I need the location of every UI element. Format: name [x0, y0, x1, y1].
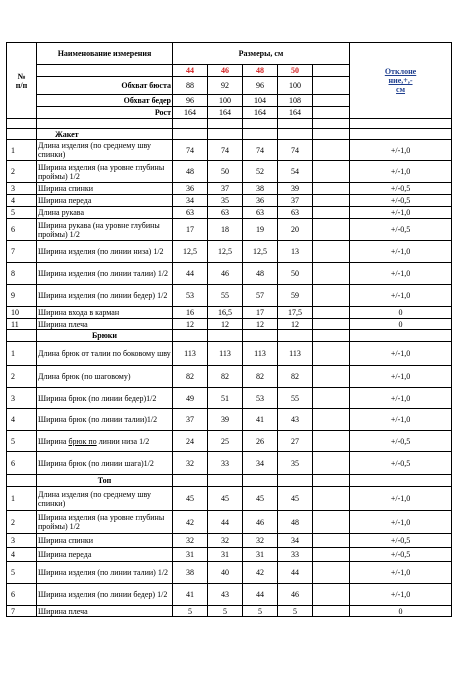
- size-value: 63: [243, 207, 278, 219]
- size-value: 50: [278, 263, 313, 285]
- row-number: 1: [7, 140, 37, 161]
- blank-cell: [313, 452, 350, 475]
- size-value: 55: [278, 388, 313, 409]
- sizes-header: Размеры, см: [173, 43, 350, 65]
- measurement-name: Ширина брюк (по линии талии)1/2: [37, 409, 173, 431]
- row-number: 9: [7, 285, 37, 307]
- size-value: 5: [278, 606, 313, 617]
- size-value: 24: [173, 431, 208, 452]
- size-value: 44: [208, 511, 243, 534]
- blank-cell: [313, 409, 350, 431]
- size-value: 31: [243, 548, 278, 562]
- table-row: [7, 409, 452, 431]
- blank-cell: [313, 562, 350, 584]
- blank-cell: [37, 65, 173, 77]
- deviation-value: +/-1,0: [350, 562, 452, 584]
- size-value: 32: [173, 534, 208, 548]
- size-value: 44: [173, 263, 208, 285]
- blank-cell: [208, 119, 243, 129]
- blank-cell: [313, 487, 350, 511]
- size-value: 38: [173, 562, 208, 584]
- size-value: 82: [208, 366, 243, 388]
- size-label: 50: [278, 65, 313, 77]
- blank-cell: [243, 475, 278, 487]
- measurement-name: Ширина изделия (по линии бедер) 1/2: [37, 285, 173, 307]
- underlined-text: брюк по: [68, 436, 97, 446]
- size-value: 49: [173, 388, 208, 409]
- size-value: 32: [208, 534, 243, 548]
- size-value: 35: [278, 452, 313, 475]
- measurement-name: Ширина входа в карман: [37, 307, 173, 319]
- size-value: 41: [243, 409, 278, 431]
- measure-value: 100: [278, 77, 313, 95]
- blank-cell: [313, 183, 350, 195]
- row-number: 1: [7, 342, 37, 366]
- blank-cell: [313, 330, 350, 342]
- size-label: 44: [173, 65, 208, 77]
- blank-cell: [208, 330, 243, 342]
- size-value: 74: [243, 140, 278, 161]
- size-value: 39: [278, 183, 313, 195]
- blank-cell: [313, 241, 350, 263]
- measurement-name: Ширина переда: [37, 548, 173, 562]
- size-value: 41: [173, 584, 208, 606]
- size-value: 16,5: [208, 307, 243, 319]
- size-value: 12,5: [243, 241, 278, 263]
- blank-cell: [243, 330, 278, 342]
- deviation-value: +/-1,0: [350, 342, 452, 366]
- row-number: 2: [7, 161, 37, 183]
- measurement-name: Ширина рукава (на уровне глубины проймы) 1/2: [37, 219, 173, 241]
- measurement-name: Ширина изделия (по линии бедер) 1/2: [37, 584, 173, 606]
- size-value: 12: [208, 319, 243, 330]
- row-number: 6: [7, 452, 37, 475]
- table-row: [7, 263, 452, 285]
- deviation-value: +/-0,5: [350, 195, 452, 207]
- table-row: [7, 161, 452, 183]
- measure-value: 96: [173, 95, 208, 107]
- deviation-value: +/-1,0: [350, 388, 452, 409]
- measure-label: Обхват бедер: [37, 95, 173, 107]
- blank-cell: [7, 475, 37, 487]
- size-value: 37: [208, 183, 243, 195]
- measurement-name: Длина изделия (по среднему шву спинки): [37, 487, 173, 511]
- size-value: 59: [278, 285, 313, 307]
- size-value: 12: [243, 319, 278, 330]
- size-value: 44: [278, 562, 313, 584]
- deviation-value: +/-1,0: [350, 511, 452, 534]
- blank-cell: [313, 388, 350, 409]
- measurement-name: Длина брюк от талии по боковому шву: [37, 342, 173, 366]
- table-body: [7, 43, 452, 617]
- table-row: [7, 452, 452, 475]
- size-value: 50: [208, 161, 243, 183]
- size-value: 20: [278, 219, 313, 241]
- table-row: [7, 562, 452, 584]
- size-value: 63: [208, 207, 243, 219]
- blank-cell: [350, 475, 452, 487]
- measurement-name: Длина изделия (по среднему шву спинки): [37, 140, 173, 161]
- size-value: 25: [208, 431, 243, 452]
- blank-cell: [350, 129, 452, 140]
- row-number: 11: [7, 319, 37, 330]
- size-value: 40: [208, 562, 243, 584]
- size-label: 46: [208, 65, 243, 77]
- table-row: [7, 606, 452, 617]
- blank-cell: [7, 119, 37, 129]
- size-value: 26: [243, 431, 278, 452]
- table-row: [7, 548, 452, 562]
- row-number: 6: [7, 584, 37, 606]
- deviation-value: +/-1,0: [350, 140, 452, 161]
- blank-cell: [278, 129, 313, 140]
- measure-value: 164: [278, 107, 313, 119]
- measurement-name: Ширина брюк по линии низа 1/2: [37, 431, 173, 452]
- size-value: 74: [278, 140, 313, 161]
- blank-cell: [278, 330, 313, 342]
- deviation-value: +/-1,0: [350, 207, 452, 219]
- measure-value: 164: [173, 107, 208, 119]
- size-value: 82: [243, 366, 278, 388]
- row-number: 4: [7, 195, 37, 207]
- row-number: 10: [7, 307, 37, 319]
- blank-cell: [313, 219, 350, 241]
- row-number: 5: [7, 431, 37, 452]
- table-row: [7, 431, 452, 452]
- blank-cell: [313, 207, 350, 219]
- section-row: [7, 475, 452, 487]
- blank-cell: [313, 534, 350, 548]
- deviation-value: +/-1,0: [350, 584, 452, 606]
- size-value: 18: [208, 219, 243, 241]
- blank-cell: [313, 65, 350, 77]
- row-number: 4: [7, 548, 37, 562]
- blank-cell: [313, 319, 350, 330]
- measure-value: 92: [208, 77, 243, 95]
- size-value: 33: [278, 548, 313, 562]
- size-label: 48: [243, 65, 278, 77]
- header-row: [7, 43, 452, 65]
- measure-value: 164: [243, 107, 278, 119]
- size-value: 5: [243, 606, 278, 617]
- deviation-value: +/-1,0: [350, 487, 452, 511]
- deviation-value: +/-0,5: [350, 183, 452, 195]
- blank-cell: [313, 511, 350, 534]
- row-number: 5: [7, 562, 37, 584]
- deviation-value: +/-1,0: [350, 409, 452, 431]
- measurement-name: Ширина изделия (по линии талии) 1/2: [37, 263, 173, 285]
- size-value: 46: [243, 511, 278, 534]
- blank-cell: [313, 77, 350, 95]
- deviation-value: +/-0,5: [350, 548, 452, 562]
- row-number: 8: [7, 263, 37, 285]
- size-value: 19: [243, 219, 278, 241]
- size-value: 35: [208, 195, 243, 207]
- row-number: 7: [7, 606, 37, 617]
- size-value: 52: [243, 161, 278, 183]
- size-value: 37: [173, 409, 208, 431]
- size-value: 5: [173, 606, 208, 617]
- size-value: 27: [278, 431, 313, 452]
- table-row: [7, 342, 452, 366]
- deviation-value: +/-1,0: [350, 263, 452, 285]
- size-value: 31: [173, 548, 208, 562]
- blank-cell: [313, 606, 350, 617]
- table-row: [7, 207, 452, 219]
- size-value: 43: [208, 584, 243, 606]
- blank-cell: [313, 342, 350, 366]
- measurement-name: Ширина спинки: [37, 183, 173, 195]
- blank-cell: [7, 129, 37, 140]
- size-value: 45: [208, 487, 243, 511]
- table-row: [7, 487, 452, 511]
- measurement-name: Ширина изделия (на уровне глубины проймы) 1/2: [37, 511, 173, 534]
- blank-cell: [350, 330, 452, 342]
- size-value: 42: [173, 511, 208, 534]
- blank-cell: [313, 107, 350, 119]
- measurement-name: Ширина переда: [37, 195, 173, 207]
- deviation-value: +/-0,5: [350, 431, 452, 452]
- blank-cell: [173, 330, 208, 342]
- size-value: 12,5: [173, 241, 208, 263]
- size-value: 17: [173, 219, 208, 241]
- deviation-value: +/-0,5: [350, 534, 452, 548]
- blank-cell: [208, 129, 243, 140]
- row-number: 1: [7, 487, 37, 511]
- measure-value: 104: [243, 95, 278, 107]
- blank-cell: [313, 195, 350, 207]
- size-value: 17: [243, 307, 278, 319]
- size-value: 33: [208, 452, 243, 475]
- size-value: 57: [243, 285, 278, 307]
- measurement-name: Ширина изделия (по линии талии) 1/2: [37, 562, 173, 584]
- row-number: 3: [7, 388, 37, 409]
- size-value: 5: [208, 606, 243, 617]
- measure-value: 100: [208, 95, 243, 107]
- row-number: 4: [7, 409, 37, 431]
- size-value: 12: [278, 319, 313, 330]
- deviation-value: +/-0,5: [350, 219, 452, 241]
- measure-value: 164: [208, 107, 243, 119]
- blank-cell: [313, 431, 350, 452]
- blank-cell: [243, 129, 278, 140]
- measure-label: Рост: [37, 107, 173, 119]
- measurement-name: Длина брюк (по шаговому): [37, 366, 173, 388]
- measurement-name: Ширина брюк (по линии бедер)1/2: [37, 388, 173, 409]
- deviation-value: +/-1,0: [350, 161, 452, 183]
- size-value: 34: [173, 195, 208, 207]
- table-row: [7, 285, 452, 307]
- size-value: 12,5: [208, 241, 243, 263]
- measurement-name: Ширина плеча: [37, 606, 173, 617]
- table-row: [7, 388, 452, 409]
- table-row: [7, 219, 452, 241]
- size-value: 32: [243, 534, 278, 548]
- table-row: [7, 140, 452, 161]
- measurement-name: Ширина изделия (на уровне глубины проймы) 1/2: [37, 161, 173, 183]
- num-header: № п/п: [7, 43, 37, 119]
- size-value: 37: [278, 195, 313, 207]
- blank-cell: [313, 307, 350, 319]
- deviation-header: Отклоне ние,+,- см: [350, 43, 452, 119]
- section-title: Топ: [37, 475, 173, 487]
- size-value: 63: [278, 207, 313, 219]
- measurement-name: Ширина брюк (по линии шага)1/2: [37, 452, 173, 475]
- table-row: [7, 195, 452, 207]
- size-chart-table: [6, 42, 452, 617]
- measure-value: 108: [278, 95, 313, 107]
- blank-cell: [37, 119, 173, 129]
- measurement-name: Ширина изделия (по линии низа) 1/2: [37, 241, 173, 263]
- size-value: 32: [173, 452, 208, 475]
- measurement-name: Ширина спинки: [37, 534, 173, 548]
- blank-cell: [313, 285, 350, 307]
- size-value: 51: [208, 388, 243, 409]
- size-value: 17,5: [278, 307, 313, 319]
- deviation-value: +/-1,0: [350, 241, 452, 263]
- size-value: 55: [208, 285, 243, 307]
- row-number: 2: [7, 511, 37, 534]
- table-row: [7, 307, 452, 319]
- size-value: 13: [278, 241, 313, 263]
- blank-cell: [313, 366, 350, 388]
- table-row: [7, 534, 452, 548]
- blank-cell: [313, 475, 350, 487]
- blank-cell: [313, 548, 350, 562]
- deviation-value: 0: [350, 606, 452, 617]
- size-value: 39: [208, 409, 243, 431]
- blank-cell: [313, 119, 350, 129]
- blank-cell: [7, 330, 37, 342]
- size-value: 82: [173, 366, 208, 388]
- section-row: [7, 330, 452, 342]
- table-row: [7, 366, 452, 388]
- deviation-value: 0: [350, 319, 452, 330]
- section-row: [7, 129, 452, 140]
- blank-cell: [313, 140, 350, 161]
- size-value: 43: [278, 409, 313, 431]
- deviation-value: +/-1,0: [350, 366, 452, 388]
- size-value: 45: [243, 487, 278, 511]
- size-value: 36: [243, 195, 278, 207]
- blank-cell: [313, 263, 350, 285]
- measure-value: 88: [173, 77, 208, 95]
- blank-cell: [243, 119, 278, 129]
- size-value: 113: [243, 342, 278, 366]
- size-value: 113: [173, 342, 208, 366]
- row-number: 5: [7, 207, 37, 219]
- row-number: 3: [7, 534, 37, 548]
- blank-cell: [313, 161, 350, 183]
- measurement-name: Ширина плеча: [37, 319, 173, 330]
- table-row: [7, 319, 452, 330]
- size-value: 44: [243, 584, 278, 606]
- size-value: 74: [173, 140, 208, 161]
- blank-cell: [313, 129, 350, 140]
- blank-cell: [173, 475, 208, 487]
- name-header: Наименование измерения: [37, 43, 173, 65]
- section-title: Жакет: [37, 129, 173, 140]
- blank-cell: [208, 475, 243, 487]
- size-value: 45: [173, 487, 208, 511]
- row-number: 3: [7, 183, 37, 195]
- row-number: 6: [7, 219, 37, 241]
- table-row: [7, 241, 452, 263]
- size-value: 113: [278, 342, 313, 366]
- size-value: 82: [278, 366, 313, 388]
- size-value: 34: [243, 452, 278, 475]
- size-value: 46: [278, 584, 313, 606]
- blank-cell: [173, 119, 208, 129]
- size-value: 74: [208, 140, 243, 161]
- measure-label: Обхват бюста: [37, 77, 173, 95]
- size-value: 42: [243, 562, 278, 584]
- size-value: 48: [243, 263, 278, 285]
- deviation-value: +/-1,0: [350, 285, 452, 307]
- measurement-name: Длина рукава: [37, 207, 173, 219]
- size-value: 46: [208, 263, 243, 285]
- size-value: 53: [243, 388, 278, 409]
- size-value: 48: [173, 161, 208, 183]
- blank-cell: [313, 95, 350, 107]
- deviation-value: 0: [350, 307, 452, 319]
- spacer-row: [7, 119, 452, 129]
- size-value: 16: [173, 307, 208, 319]
- size-value: 48: [278, 511, 313, 534]
- size-value: 36: [173, 183, 208, 195]
- deviation-value: +/-0,5: [350, 452, 452, 475]
- size-value: 31: [208, 548, 243, 562]
- measure-value: 96: [243, 77, 278, 95]
- table-row: [7, 584, 452, 606]
- size-value: 113: [208, 342, 243, 366]
- size-value: 53: [173, 285, 208, 307]
- blank-cell: [278, 119, 313, 129]
- blank-cell: [313, 584, 350, 606]
- blank-cell: [173, 129, 208, 140]
- section-title: Брюки: [37, 330, 173, 342]
- size-value: 38: [243, 183, 278, 195]
- row-number: 7: [7, 241, 37, 263]
- table-row: [7, 183, 452, 195]
- size-value: 34: [278, 534, 313, 548]
- size-value: 54: [278, 161, 313, 183]
- size-value: 63: [173, 207, 208, 219]
- row-number: 2: [7, 366, 37, 388]
- size-value: 45: [278, 487, 313, 511]
- blank-cell: [278, 475, 313, 487]
- table-row: [7, 511, 452, 534]
- size-value: 12: [173, 319, 208, 330]
- blank-cell: [350, 119, 452, 129]
